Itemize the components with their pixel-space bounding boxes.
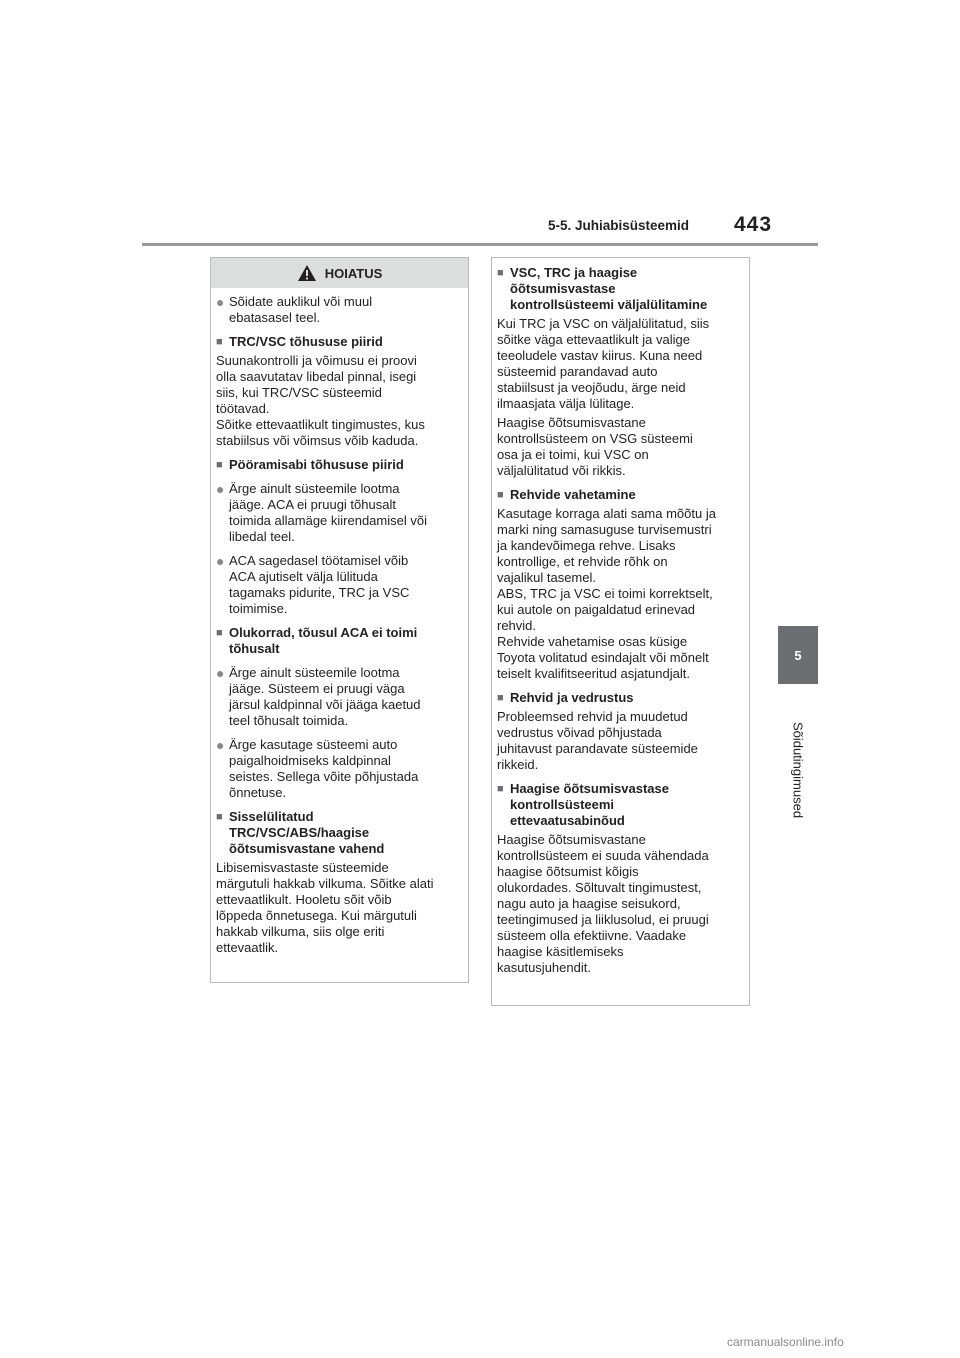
- item-text: Rehvide vahetamine: [510, 487, 636, 502]
- warning-title: HOIATUS: [324, 265, 383, 281]
- square-bullet-icon: ■: [497, 783, 504, 795]
- item-text: Ärge kasutage süsteemi auto paigalhoidmiseks kaldpinnal seistes. Sellega võite põhjustada õnnetuse.: [229, 737, 419, 800]
- paragraph: Haagise õõtsumisvastane kontrollsüsteem ei suuda vähendada haagise õõtsumist kõigis olukordades. Sõltuvalt tingimustest, nagu auto ja haagise seisukord, teetingimused ja liiklusolud, ei pruugi süsteem olla efektiivne. Vaadake haagise käsitlemiseks kasutusjuhendit.: [497, 832, 709, 975]
- item-text: Haagise õõtsumisvastase kontrollsüsteemi ettevaatusabinõud: [510, 781, 669, 828]
- paragraph: Probleemsed rehvid ja muudetud vedrustus võivad põhjustada juhitavust parandavate süsteemide rikkeid.: [497, 709, 698, 772]
- item-text: Rehvid ja vedrustus: [510, 690, 634, 705]
- item-text: Ärge ainult süsteemile lootma jääge. Süsteem ei pruugi väga järsul kaldpinnal või jääga kaetud teel tõhusalt toimida.: [229, 665, 421, 728]
- item-text: Ärge ainult süsteemile lootma jääge. ACA ei pruugi tõhusalt toimida allamäge kiirendamisel või libedal teel.: [229, 481, 427, 544]
- square-bullet-icon: ■: [216, 459, 223, 471]
- item-text: VSC, TRC ja haagise õõtsumisvastase kontrollsüsteemi väljalülitamine: [510, 265, 708, 312]
- bullet-item: [216, 553, 463, 617]
- item-text: ACA sagedasel töötamisel võib ACA ajutiselt välja lülituda tagamaks pidurite, TRC ja VSC toimimise.: [229, 553, 410, 616]
- chapter-label: Sõidutingimused: [790, 721, 806, 819]
- square-bullet-icon: ■: [216, 336, 223, 348]
- subheading: [497, 781, 744, 829]
- item-text: Sisselülitatud TRC/VSC/ABS/haagise õõtsumisvastane vahend: [229, 809, 385, 856]
- circle-bullet-icon: ●: [216, 665, 225, 681]
- square-bullet-icon: ■: [497, 267, 504, 279]
- paragraph: Haagise õõtsumisvastane kontrollsüsteem on VSG süsteemi osa ja ei toimi, kui VSC on väljalülitatud või rikkis.: [497, 415, 693, 478]
- warning-header: [211, 258, 468, 288]
- subheading: [216, 625, 463, 657]
- item-text: Olukorrad, tõusul ACA ei toimi tõhusalt: [229, 625, 418, 656]
- warning-box: [210, 257, 469, 983]
- warning-content: [211, 288, 468, 956]
- info-box: [491, 257, 750, 1006]
- bullet-item: [216, 737, 463, 801]
- item-text: Sõidate auklikul või muul ebatasasel teel.: [229, 294, 373, 325]
- item-text: Pööramisabi tõhususe piirid: [229, 457, 404, 472]
- paragraph: Suunakontrolli ja võimusu ei proovi olla saavutatav libedal pinnal, isegi siis, kui TRC/VSC süsteemid töötavad. Sõitke ettevaatlikult tingimustes, kus stabiilsus või võimsus võib kaduda.: [216, 353, 425, 448]
- header-divider: [142, 243, 818, 246]
- bullet-item: [216, 481, 463, 545]
- subheading: [216, 809, 463, 857]
- circle-bullet-icon: ●: [216, 481, 225, 497]
- subheading: [216, 334, 463, 350]
- bullet-item: [216, 665, 463, 729]
- circle-bullet-icon: ●: [216, 737, 225, 753]
- circle-bullet-icon: ●: [216, 553, 225, 569]
- square-bullet-icon: ■: [216, 811, 223, 823]
- section-title: 5-5. Juhiabisüsteemid: [548, 218, 690, 233]
- square-bullet-icon: ■: [216, 627, 223, 639]
- square-bullet-icon: ■: [497, 692, 504, 704]
- watermark: carmanualsonline.info: [727, 1335, 844, 1349]
- warning-triangle-icon: [297, 264, 317, 282]
- paragraph: Kui TRC ja VSC on väljalülitatud, siis sõitke väga ettevaatlikult ja valige teeoludele vastav kiirus. Kuna need süsteemid parandavad auto stabiilsust ja veojõudu, ärge neid ilmaasjata välja lülitage.: [497, 316, 710, 411]
- circle-bullet-icon: ●: [216, 294, 225, 310]
- bullet-item: [216, 294, 463, 326]
- subheading: [216, 457, 463, 473]
- item-text: TRC/VSC tõhususe piirid: [229, 334, 383, 349]
- chapter-tab[interactable]: [778, 626, 818, 684]
- subheading: [497, 265, 744, 313]
- chapter-number: 5: [794, 647, 802, 663]
- square-bullet-icon: ■: [497, 489, 504, 501]
- paragraph: Libisemisvastaste süsteemide märgutuli hakkab vilkuma. Sõitke alati ettevaatlikult. Hooletu sõit võib lõppeda õnnetusega. Kui märgutuli hakkab vilkuma, siis olge eriti ettevaatlik.: [216, 860, 434, 955]
- page-number: 443: [734, 213, 773, 236]
- subheading: [497, 487, 744, 503]
- subheading: [497, 690, 744, 706]
- paragraph: Kasutage korraga alati sama mõõtu ja marki ning samasuguse turvisemustri ja kandevõimega rehve. Lisaks kontrollige, et rehvide rõhk on vajalikul tasemel. ABS, TRC ja VSC ei toimi korrektselt, kui autole on paigaldatud erinevad rehvid. Rehvide vahetamise osas küsige Toyota volitatud esindajalt või mõnelt teiselt kvalifitseeritud asjatundjalt.: [497, 506, 716, 681]
